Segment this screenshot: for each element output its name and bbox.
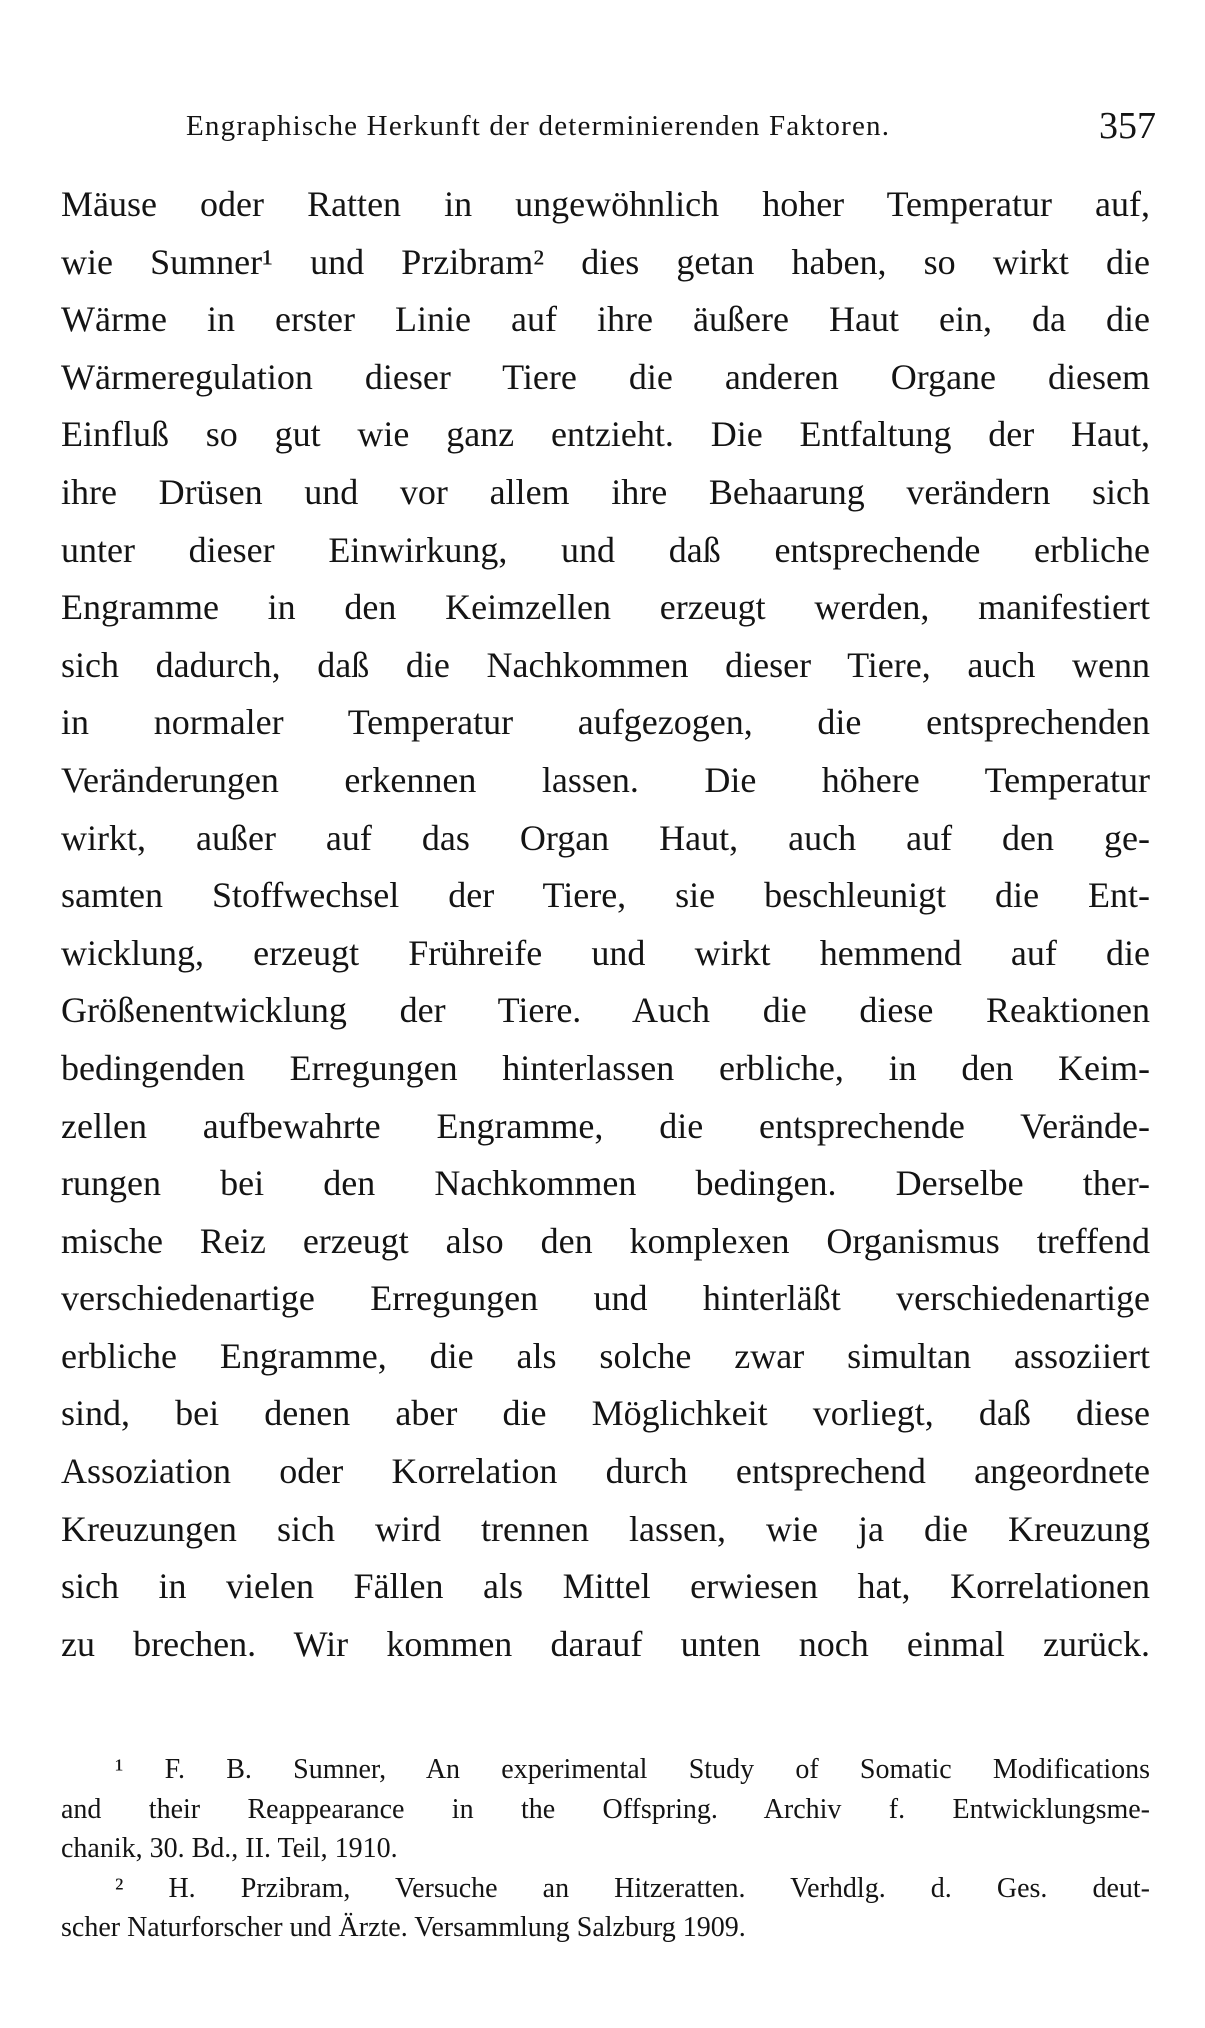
text-line: bedingenden Erregungen hinterlassen erbliche, in den Keim- xyxy=(61,1047,1150,1088)
footnotes xyxy=(61,1750,1150,1948)
page-number: 357 xyxy=(1099,105,1156,147)
text-line: unter dieser Einwirkung, und daß entsprechende erbliche xyxy=(61,529,1150,570)
text-line: erbliche Engramme, die als solche zwar simultan assoziiert xyxy=(61,1335,1150,1376)
text-line: rungen bei den Nachkommen bedingen. Derselbe ther- xyxy=(61,1163,1150,1204)
text-line: Wärme in erster Linie auf ihre äußere Haut ein, da die xyxy=(61,299,1150,340)
text-line: Mäuse oder Ratten in ungewöhnlich hoher Temperatur auf, xyxy=(61,184,1150,224)
text-line: verschiedenartige Erregungen und hinterläßt verschiedenartige xyxy=(61,1278,1150,1319)
text-line: Wärmeregulation dieser Tiere die anderen Organe diesem xyxy=(61,356,1150,397)
text-line: Veränderungen erkennen lassen. Die höhere Temperatur xyxy=(61,759,1150,800)
text-line: in normaler Temperatur aufgezogen, die entsprechenden xyxy=(61,702,1150,743)
footnote-line: ¹ F. B. Sumner, An experimental Study of Somatic Modifications xyxy=(115,1754,1150,1785)
text-line: Einfluß so gut wie ganz entzieht. Die Entfaltung der Haut, xyxy=(61,414,1150,455)
text-line: Größenentwicklung der Tiere. Auch die diese Reaktionen xyxy=(61,990,1150,1031)
text-line: samten Stoffwechsel der Tiere, sie beschleunigt die Ent- xyxy=(61,875,1150,916)
footnote-line: and their Reappearance in the Offspring. Archiv f. Entwicklungsme- xyxy=(61,1793,1150,1825)
footnote-1 xyxy=(61,1750,1150,1869)
body-paragraph xyxy=(61,176,1150,1673)
text-line: Kreuzungen sich wird trennen lassen, wie ja die Kreuzung xyxy=(61,1508,1150,1549)
text-line: wie Sumner¹ und Przibram² dies getan haben, so wirkt die xyxy=(61,241,1150,282)
footnote-line: ² H. Przibram, Versuche an Hitzeratten. Verhdlg. d. Ges. deut- xyxy=(115,1872,1150,1904)
text-line: mische Reiz erzeugt also den komplexen Organismus treffend xyxy=(61,1220,1150,1261)
footnote-2 xyxy=(61,1869,1150,1948)
text-line: wirkt, außer auf das Organ Haut, auch auf den ge- xyxy=(61,817,1150,858)
text-line: sich dadurch, daß die Nachkommen dieser Tiere, auch wenn xyxy=(61,644,1150,685)
text-line: ihre Drüsen und vor allem ihre Behaarung verändern sich xyxy=(61,471,1150,512)
running-header xyxy=(186,104,1156,154)
text-line: zu brechen. Wir kommen darauf unten noch einmal zurück. xyxy=(61,1623,1150,1664)
text-line: sind, bei denen aber die Möglichkeit vorliegt, daß diese xyxy=(61,1393,1150,1434)
footnote-line: chanik, 30. Bd., II. Teil, 1910. xyxy=(61,1833,398,1864)
text-line: sich in vielen Fällen als Mittel erwiesen hat, Korrelationen xyxy=(61,1566,1150,1607)
text-line: Assoziation oder Korrelation durch entsprechend angeordnete xyxy=(61,1451,1150,1492)
running-title: Engraphische Herkunft der determinierenden Faktoren. xyxy=(186,110,891,142)
text-line: zellen aufbewahrte Engramme, die entsprechende Verände- xyxy=(61,1105,1150,1146)
text-line: Engramme in den Keimzellen erzeugt werden, manifestiert xyxy=(61,587,1150,628)
text-line: wicklung, erzeugt Frühreife und wirkt hemmend auf die xyxy=(61,932,1150,973)
footnote-line: scher Naturforscher und Ärzte. Versammlung Salzburg 1909. xyxy=(61,1912,746,1943)
